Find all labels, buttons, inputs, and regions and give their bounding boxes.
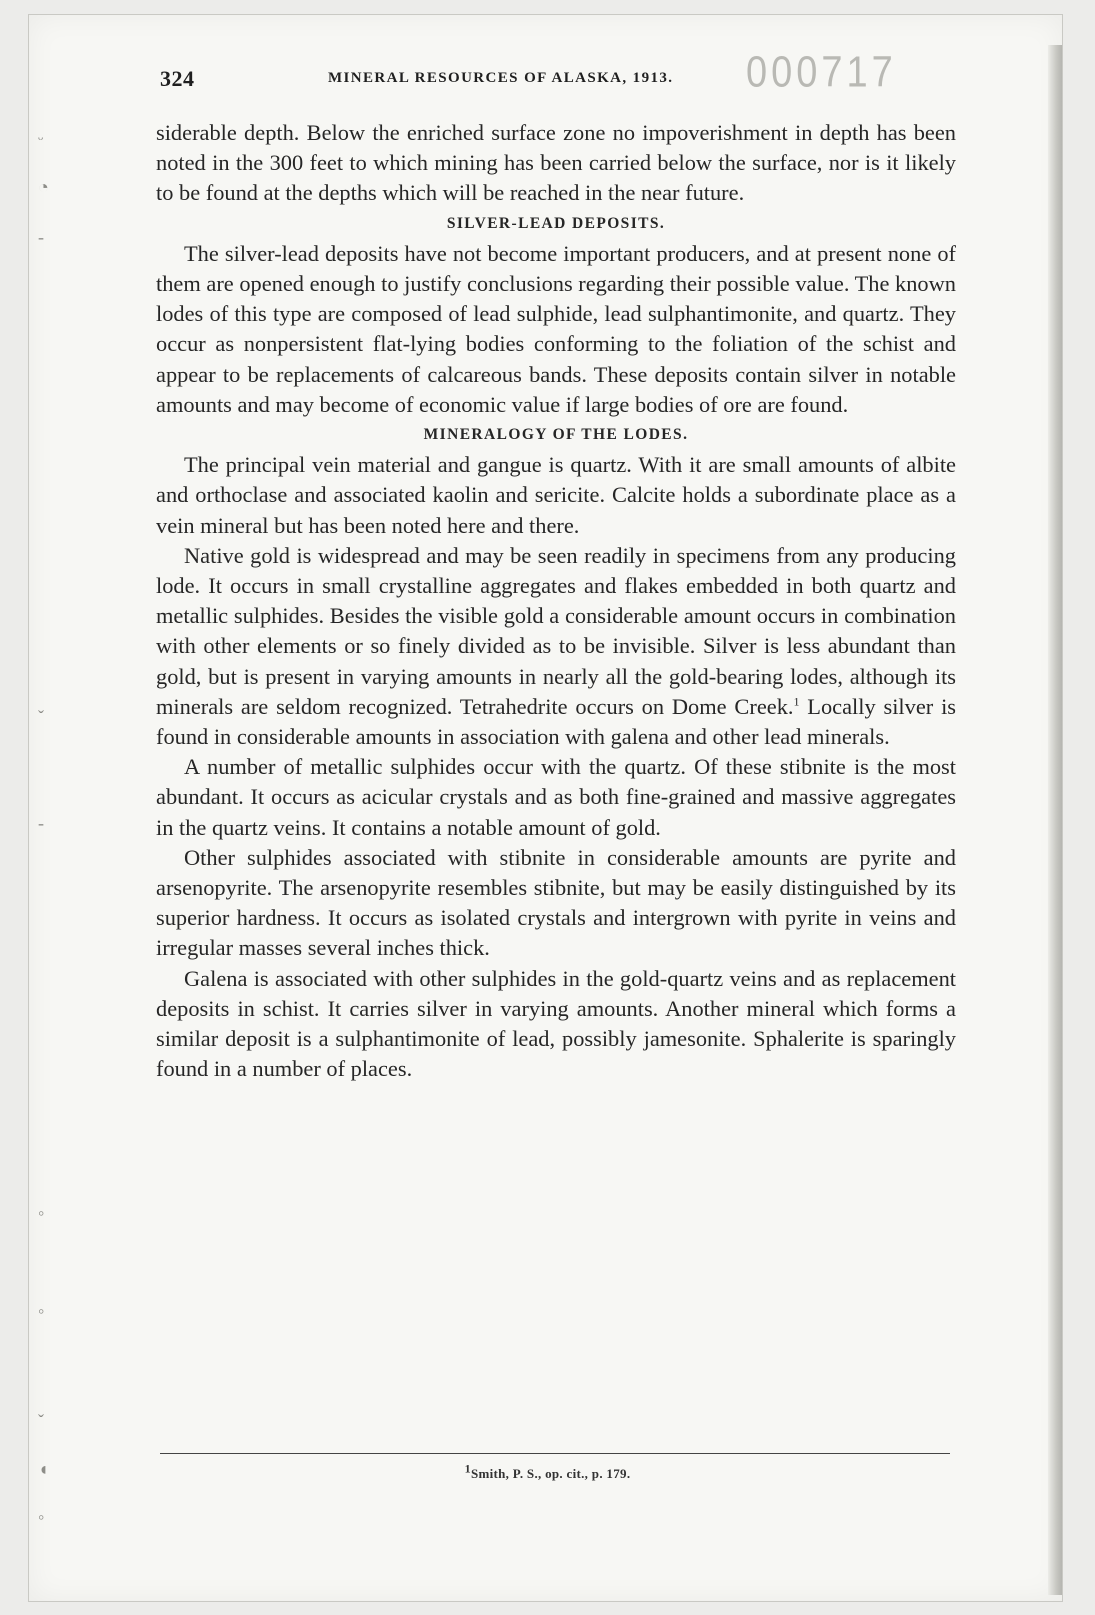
paragraph bbox=[156, 541, 956, 752]
section-heading: MINERALOGY OF THE LODES. bbox=[423, 426, 689, 444]
paragraph: Galena is associated with other sulphides in the gold-quartz veins and as replacement deposits in schist. It carries silver in varying amounts. Another mineral which forms a similar deposit is a sulphantimonite of lead, possibly jamesonite. Sphalerite is sparingly found in a number of places. bbox=[156, 965, 956, 1082]
margin-mark: ᵕ bbox=[38, 129, 44, 149]
paragraph: The silver-lead deposits have not become important producers, and at present none of them are opened enough to justify conclusions regarding their possible value. The known lodes of this type are composed of lead sulphide, lead sulphantimonite, and quartz. They occur as nonpersistent flat-lying bodies conforming to the foliation of the schist and appear to be replacements of calcareous bands. These deposits contain silver in notable amounts and may become of economic value if large bodies of ore are found. bbox=[156, 240, 956, 417]
margin-mark: ◦ bbox=[38, 1203, 45, 1223]
paragraph: Other sulphides associated with stibnite in considerable amounts are pyrite and arsenopyrite. The arsenopyrite resembles stibnite, but may be easily distinguished by its superior hardness. It occurs as isolated crystals and intergrown with pyrite in veins and irregular masses several inches thick. bbox=[156, 844, 956, 961]
margin-mark: ◦ bbox=[38, 1301, 45, 1321]
footnote-text: Smith, P. S., op. cit., p. 179. bbox=[470, 1466, 631, 1481]
running-head: MINERAL RESOURCES OF ALASKA, 1913. bbox=[328, 70, 674, 86]
footnote-marker: 1 bbox=[464, 1461, 471, 1476]
margin-mark: ◖ bbox=[38, 1459, 49, 1479]
footnote bbox=[0, 1461, 1095, 1482]
margin-mark: ‐ bbox=[38, 813, 44, 833]
margin-mark: ◔ bbox=[38, 177, 49, 197]
page-number: 324 bbox=[160, 66, 195, 91]
archive-stamp: 000717 bbox=[746, 48, 897, 98]
margin-mark: ‐ bbox=[38, 227, 44, 247]
page-header bbox=[160, 48, 940, 98]
body-text bbox=[156, 118, 956, 1085]
margin-mark: ◦ bbox=[38, 1507, 45, 1527]
paragraph: A number of metallic sulphides occur with the quartz. Of these stibnite is the most abundant. It occurs as acicular crystals and as both fine-grained and massive aggregates in the quartz veins. It contains a notable amount of gold. bbox=[156, 754, 956, 840]
page-edge-shadow bbox=[1048, 45, 1062, 1595]
footnote-rule bbox=[160, 1453, 950, 1454]
paragraph-text: Native gold is widespread and may be seen readily in specimens from any producing lode. It occurs in small crystalline aggregates and flakes embedded in both quartz and metallic sulphides. Besides the visible gold a considerable amount occurs in combination with other elements or so finely divided as to be invisible. Silver is less abundant than gold, but is present in varying amounts in nearly all the gold-bearing lodes, although its minerals are seldom recognized. Tetrahedrite occurs on Dome Creek. bbox=[156, 542, 956, 719]
margin-mark: ˇ bbox=[38, 1411, 44, 1431]
paragraph: The principal vein material and gangue is quartz. With it are small amounts of albite and orthoclase and associated kaolin and sericite. Calcite holds a subordinate place as a vein mineral but has been noted here and there. bbox=[156, 452, 956, 538]
footnote-reference: 1 bbox=[793, 694, 800, 709]
paragraph: siderable depth. Below the enriched surface zone no impoverishment in depth has been noted in the 300 feet to which mining has been carried below the surface, nor is it likely to be found at the depths which will be reached in the near future. bbox=[156, 120, 956, 206]
paragraph-text: Locally silver is found in considerable amounts in association with galena and other lead minerals. bbox=[156, 693, 956, 750]
section-heading: SILVER-LEAD DEPOSITS. bbox=[446, 214, 666, 232]
margin-mark: ˇ bbox=[38, 707, 44, 727]
